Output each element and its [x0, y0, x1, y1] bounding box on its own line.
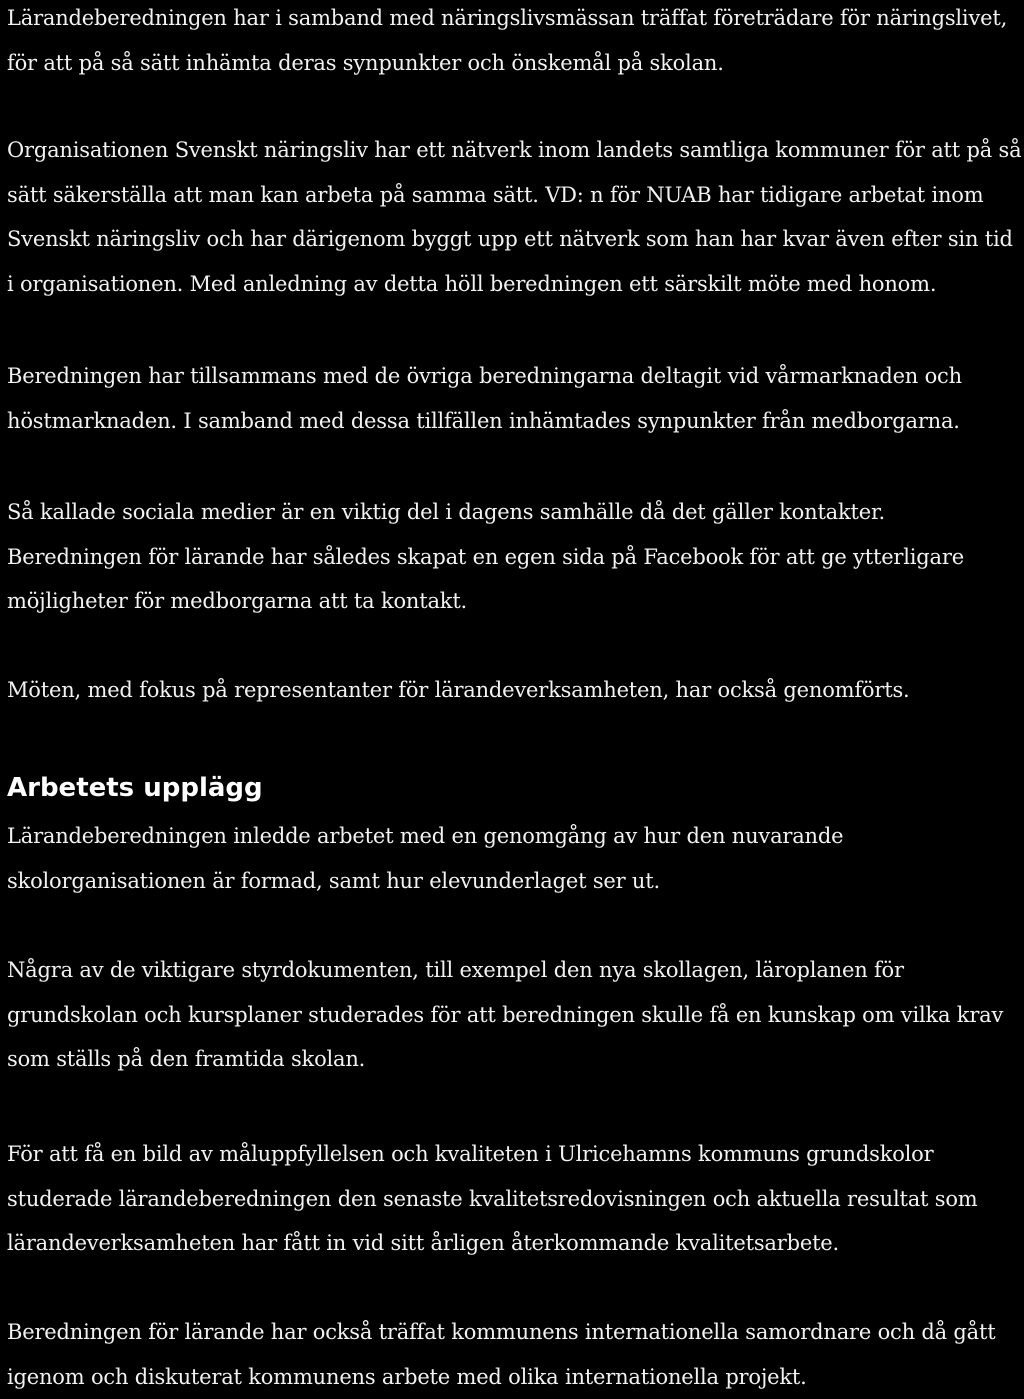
paragraph-styrdokument: Några av de viktigare styrdokumenten, till exempel den nya skollagen, läroplanen för grundskolan och kursplaner studerades för att beredningen skulle få en kunskap om vilka krav som ställs på den framtida skolan. — [7, 958, 1004, 1071]
paragraph-internationella-projekt: Beredningen för lärande har också träffat kommunens internationella samordnare och då gått igenom och diskuterat kommunens arbete med olika internationella projekt. — [7, 1320, 996, 1389]
paragraph-skolorganisation: Lärandeberedningen inledde arbetet med en genomgång av hur den nuvarande skolorganisationen är formad, samt hur elevunderlaget ser ut. — [7, 824, 844, 893]
paragraph-svenskt-naringsliv: Organisationen Svenskt näringsliv har ett nätverk inom landets samtliga kommuner för att på så sätt säkerställa att man kan arbeta på samma sätt. VD: n för NUAB har tidigare arbetat inom Svenskt näringsliv och har därigenom byggt upp ett nätverk som han har kvar även efter sin tid i organisationen. Med anledning av detta höll beredningen ett särskilt möte med honom. — [7, 138, 1022, 296]
paragraph-maluppfyllelse: För att få en bild av måluppfyllelsen och kvaliteten i Ulricehamns kommuns grundskolor studerade lärandeberedningen den senaste kvalitetsredovisningen och aktuella resultat som lärandeverksamheten har fått in vid sitt årligen återkommande kvalitetsarbete. — [7, 1142, 978, 1255]
paragraph-naringslivsmassan: Lärandeberedningen har i samband med näringslivsmässan träffat företrädare för näringslivet, för att på så sätt inhämta deras synpunkter och önskemål på skolan. — [7, 6, 1008, 75]
paragraph-moten: Möten, med fokus på representanter för lärandeverksamheten, har också genomförts. — [7, 678, 910, 702]
section-heading: Arbetets upplägg — [7, 773, 263, 803]
paragraph-sociala-medier: Så kallade sociala medier är en viktig del i dagens samhälle då det gäller kontakter. Beredningen för lärande har således skapat en egen sida på Facebook för att ge ytterligare möjligheter för medborgarna att ta kontakt. — [7, 500, 964, 613]
paragraph-marknader: Beredningen har tillsammans med de övriga beredningarna deltagit vid vårmarknaden och höstmarknaden. I samband med dessa tillfällen inhämtades synpunkter från medborgarna. — [7, 364, 962, 433]
